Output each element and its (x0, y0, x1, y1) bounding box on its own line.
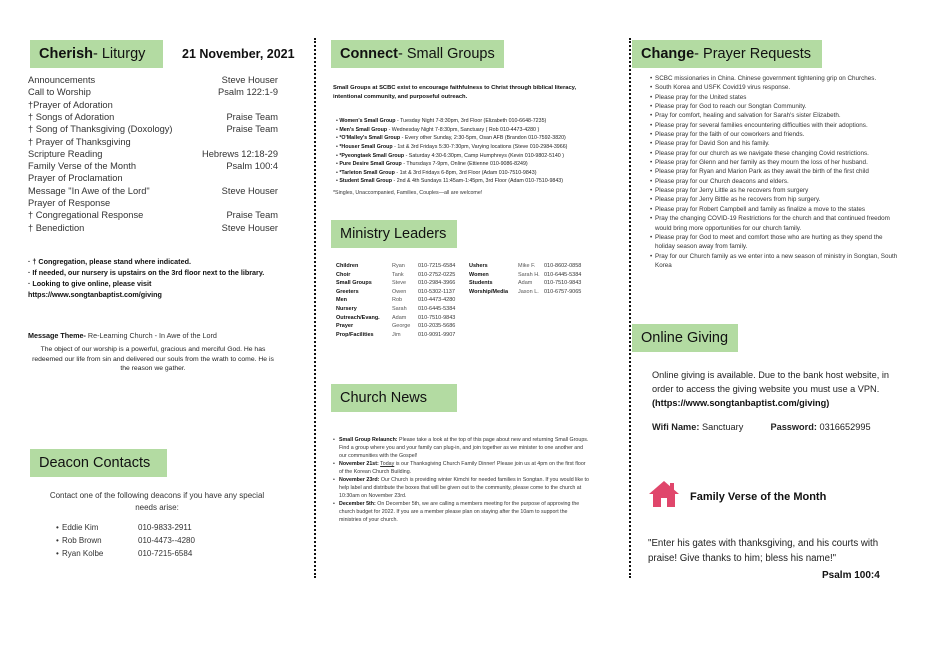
home-icon (648, 480, 680, 508)
ministry-heading: Ministry Leaders (331, 220, 457, 248)
news-item (333, 477, 589, 501)
prayer-item: • Please pray for God to reach our Songtan Community. (650, 102, 898, 111)
small-group-item (336, 117, 606, 126)
liturgy-heading (30, 40, 163, 68)
deacon-intro: Contact one of the following deacons if you have any special needs arise: (49, 491, 265, 512)
ministry-role: Prop/Facilities (336, 331, 374, 338)
wifi-password-label: Password: (770, 422, 817, 432)
small-group-item (336, 169, 606, 178)
ministry-leader-row (336, 296, 486, 305)
liturgy-item (28, 148, 278, 160)
ministry-leader-name: Tank (392, 271, 404, 278)
deacon-phone: 010-7215-6584 (138, 548, 193, 558)
news-item-title: November 23rd: (339, 476, 380, 483)
liturgy-item (28, 86, 278, 98)
news-item-emphasis: Today (380, 460, 395, 467)
prayer-item: • Please pray for Jerry Bittle as he recovers from hip surgery. (650, 195, 898, 204)
giving-url[interactable]: (https://www.songtanbaptist.com/giving) (652, 397, 830, 408)
ministry-leader-phone: 010-7510-9843 (418, 314, 456, 321)
liturgy-item-value: Hebrews 12:18-29 (202, 148, 278, 159)
small-groups-heading-bold: Connect (340, 46, 398, 62)
liturgy-item-value: Praise Team (226, 210, 278, 221)
liturgy-item-label: † Prayer of Thanksgiving (28, 136, 131, 147)
prayer-item: • Please pray for several families encountering difficulties with their adoptions. (650, 121, 898, 130)
liturgy-item-label: † Benediction (28, 222, 85, 233)
giving-heading: Online Giving (632, 324, 738, 352)
deacon-heading: Deacon Contacts (30, 449, 167, 477)
liturgy-item-value: Steve Houser (221, 75, 278, 85)
deacon-item (56, 548, 256, 561)
prayer-item: • Pray for comfort, healing and salvation for Sarah's sister Elizabeth. (650, 111, 898, 120)
small-group-detail: - Tuesday Night 7-8:30pm, 3rd Floor (Elizabeth 010-6648-7235) (395, 118, 547, 124)
liturgy-item-label: Announcements (28, 75, 96, 85)
news-item-body: Our Church is providing winter Kimchi for needed families in Songtan. If you would like to help label and distribute the boxes that will be given out to the community, please come to the church at 10:30am on November 23rd. (339, 476, 589, 499)
small-group-detail: - Thursdays 7-9pm, Online (Ettienne 010-9086-8249) (401, 161, 528, 168)
deacon-item (56, 522, 256, 535)
ministry-role: Students (469, 280, 493, 287)
ministry-leader-row (336, 314, 486, 323)
small-groups-heading (331, 40, 504, 68)
ministry-leader-name: Owen (392, 288, 407, 295)
news-item-body: On December 5th, we are calling a members meeting for the purpose of approving the church budget for 2022. If you are a member please plan on staying after the 10am to support the ministries of your church. (339, 500, 580, 523)
message-theme-value: Re-Learning Church - In Awe of the Lord (85, 331, 217, 340)
ministry-role: Outreach/Evang. (336, 314, 380, 321)
ministry-leader-name: Jason L. (518, 288, 539, 295)
small-group-item (336, 152, 606, 161)
liturgy-item-value: Praise Team (226, 124, 278, 135)
news-item (333, 501, 589, 525)
ministry-leader-name: Rob (392, 297, 403, 304)
small-groups-heading-rest: - Small Groups (398, 46, 495, 62)
deacon-phone: 010-4473--4280 (138, 535, 195, 545)
liturgy-heading-rest: - Liturgy (93, 46, 146, 62)
ministry-leader-row (336, 271, 486, 280)
deacon-name: • Rob Brown (62, 535, 102, 545)
news-item (333, 461, 589, 477)
ministry-leader-row (336, 279, 486, 288)
verse-text: "Enter his gates with thanksgiving, and his courts with praise! Give thanks to him; bless his name!" (648, 538, 879, 564)
liturgy-item (28, 111, 278, 123)
ministry-leader-phone: 010-6445-5384 (544, 271, 582, 278)
liturgy-item-label: †Prayer of Adoration (28, 99, 113, 110)
ministry-leader-name: Steve (392, 280, 407, 287)
ministry-leader-phone: 010-6445-5384 (418, 306, 456, 312)
ministry-role: Children (336, 263, 359, 269)
liturgy-item-value: Steve Houser (221, 222, 278, 233)
liturgy-item (28, 74, 278, 86)
liturgy-item-value: Psalm 122:1-9 (218, 87, 278, 98)
small-group-name: *Houser Small Group (339, 143, 393, 150)
small-group-detail: - 1st & 3rd Fridays 5:30-7:30pm, Varying locations (Steve 010-2984-3966) (392, 143, 568, 150)
ministry-leader-row (336, 305, 486, 314)
small-groups-note: *Singles, Unaccompanied, Families, Couples—all are welcome! (333, 190, 483, 196)
prayer-item: • Pray for our Church family as we enter into a new season of ministry in Songtan, South Korea (650, 252, 898, 271)
ministry-leader-name: George (392, 323, 411, 330)
deacon-item (56, 535, 256, 548)
ministry-leader-row (336, 322, 486, 331)
liturgy-item-label: † Song of Thanksgiving (Doxology) (28, 124, 173, 135)
ministry-leader-name: Sarah (392, 306, 407, 312)
prayer-item: • Please pray for David Son and his family. (650, 139, 898, 148)
liturgy-item (28, 172, 278, 184)
prayer-item: • Please pray for God to meet and comfort those who are hurting as they spend the holiday season away from family. (650, 233, 898, 252)
small-group-item (336, 160, 606, 169)
liturgy-item-label: Scripture Reading (28, 148, 103, 159)
small-groups-intro: Small Groups at SCBC exist to encourage faithfulness to Christ through biblical literacy, intentional community, and purposeful outreach. (333, 85, 577, 100)
prayer-item: • Please pray for the faith of our coworkers and friends. (650, 130, 898, 139)
liturgy-item (28, 123, 278, 135)
ministry-role: Ushers (469, 263, 488, 269)
liturgy-item (28, 209, 278, 221)
ministry-leader-phone: 010-9091-9907 (418, 331, 456, 338)
ministry-role: Prayer (336, 323, 354, 330)
note-giving-link[interactable]: https://www.songtanbaptist.com/giving (28, 290, 162, 299)
ministry-leader-phone: 010-2035-5686 (418, 323, 456, 330)
liturgy-item-label: Prayer of Proclamation (28, 173, 123, 184)
prayer-request-list (650, 74, 898, 270)
liturgy-item-label: Call to Worship (28, 87, 91, 98)
ministry-role: Small Groups (336, 280, 372, 287)
liturgy-item (28, 99, 278, 111)
ministry-leader-name: Jim (392, 331, 401, 338)
column-divider-left (314, 38, 316, 578)
ministry-leader-phone: 010-2984-3966 (418, 280, 456, 287)
small-group-detail: - Saturday 4:30-6:30pm, Camp Humphreys (Kevin 010-9802-5140 ) (404, 152, 564, 159)
ministry-leader-phone: 010-7215-6584 (418, 263, 456, 269)
prayer-heading-rest: - Prayer Requests (694, 46, 812, 62)
prayer-item: • Please pray for our Church deacons and elders. (650, 177, 898, 186)
prayer-item: • Please pray for Jerry Little as he recovers from surgery (650, 186, 898, 195)
small-group-item (336, 134, 606, 143)
message-theme-body: The object of our worship is a powerful, gracious and merciful God. He has redeemed our life from sin and delivered our souls from the wrath to come. He is the reason we gather. (32, 346, 274, 373)
liturgy-item (28, 136, 278, 148)
ministry-leader-name: Sarah H. (518, 271, 540, 278)
liturgy-item-label: † Songs of Adoration (28, 111, 115, 122)
liturgy-item (28, 197, 278, 209)
prayer-item: • Pray the changing COVID-19 Restrictions for the church and that continued freedom would bring more opportunities for our church family. (650, 214, 898, 233)
church-news-list (333, 437, 589, 524)
prayer-heading (632, 40, 822, 68)
ministry-role: Men (336, 297, 347, 304)
ministry-leader-phone: 010-5302-1137 (418, 288, 455, 295)
ministry-leader-row (469, 279, 619, 288)
verse-title: Family Verse of the Month (690, 491, 827, 503)
giving-description: Online giving is available. Due to the bank host website, in order to access the giving website you must use a VPN. (652, 370, 889, 394)
small-group-detail: - 2nd & 4th Sundays 11:45am-1:45pm, 3rd Floor (Adam 010-7510-9843) (392, 178, 563, 185)
wifi-name-value: Sanctuary (699, 422, 744, 432)
ministry-role: Greeters (336, 288, 359, 295)
wifi-credentials (652, 422, 912, 432)
ministry-leader-phone: 010-8602-0858 (544, 263, 582, 269)
ministry-leader-phone: 010-2752-0225 (418, 271, 456, 278)
verse-reference: Psalm 100:4 (822, 570, 880, 581)
ministry-leader-name: Mike F. (518, 263, 536, 269)
news-item-title: December 5th: (339, 500, 376, 507)
liturgy-item-label: † Congregational Response (28, 210, 144, 221)
liturgy-item-label: Message "In Awe of the Lord" (28, 185, 150, 196)
prayer-item: • Please pray for Ryan and Marion Park as they await the birth of the first child (650, 167, 898, 176)
service-notes (28, 256, 298, 300)
small-group-name: Student Small Group (339, 178, 393, 185)
ministry-role: Choir (336, 271, 351, 278)
news-item-body: Please take a look at the top of this page about new and returning Small Groups. Find a group where you and your family can plug-in, and join together as we minister to one another and our communities with the Gospel! (339, 437, 589, 459)
ministry-role: Women (469, 271, 489, 278)
liturgy-item (28, 222, 278, 234)
ministry-leader-name: Adam (518, 280, 533, 287)
small-group-item (336, 126, 606, 135)
small-group-name: Men's Small Group (339, 126, 388, 133)
note-stand: · † Congregation, please stand where indicated. (28, 257, 191, 266)
ministry-leader-phone: 010-7510-9843 (544, 280, 582, 287)
wifi-password-value: 0316652995 (816, 422, 871, 432)
deacon-name: • Ryan Kolbe (62, 548, 104, 558)
wifi-name-label: Wifi Name: (652, 422, 700, 432)
small-group-item (336, 177, 606, 186)
ministry-role: Worship/Media (469, 288, 509, 295)
service-date: 21 November, 2021 (182, 47, 295, 61)
prayer-item: • Please pray for Glenn and her family as they mourn the loss of her husband. (650, 158, 898, 167)
prayer-item: • South Korea and USFK Covid19 virus response. (650, 83, 898, 92)
small-group-item (336, 143, 606, 152)
small-group-detail: - 1st & 3rd Fridays 6-8pm, 3rd Floor (Adam 010-7510-9843) (394, 169, 537, 176)
ministry-leader-row (469, 288, 619, 297)
deacon-name: • Eddie Kim (62, 523, 99, 532)
prayer-heading-bold: Change (641, 46, 695, 62)
news-item-body: is our Thanksgiving Church Family Dinner! Please join us at 4pm on the first floor of the Korean Church Building. (339, 460, 586, 475)
small-group-detail: - Wednesday Night 7-8:30pm, Sanctuary ( Rob 010-4473-4280 ) (387, 126, 540, 133)
ministry-leader-phone: 010-6757-9065 (544, 288, 582, 295)
liturgy-item (28, 160, 278, 172)
note-nursery: · If needed, our nursery is upstairs on the 3rd floor next to the library. (28, 268, 265, 277)
ministry-leader-row (469, 262, 619, 271)
small-groups-list (336, 117, 606, 186)
liturgy-item (28, 185, 278, 197)
liturgy-item-label: Family Verse of the Month (28, 161, 136, 172)
column-divider-right (629, 38, 631, 578)
prayer-item: • SCBC missionaries in China. Chinese government tightening grip on Churches. (650, 74, 898, 83)
giving-text (652, 369, 904, 410)
small-group-name: *O'Malley's Small Group (339, 135, 401, 142)
news-item-title: November 21st: (339, 460, 379, 467)
ministry-leader-name: Adam (392, 314, 407, 321)
small-group-name: *Tarleton Small Group (339, 169, 395, 176)
note-giving: · Looking to give online, please visit (28, 279, 152, 288)
deacon-phone: 010-9833-2911 (138, 523, 192, 532)
ministry-leader-phone: 010-4473-4280 (418, 297, 456, 304)
small-group-name: *Pyeongtaek Small Group (339, 152, 405, 159)
liturgy-heading-bold: Cherish (39, 46, 93, 62)
small-group-detail: - Every other Sunday, 2:30-5pm, Osan AFB (Brandon 010-7592-3820) (400, 135, 566, 142)
ministry-leader-row (336, 262, 486, 271)
liturgy-item-value: Praise Team (226, 111, 278, 122)
ministry-role: Nursery (336, 306, 357, 312)
ministry-leader-name: Ryan (392, 263, 405, 269)
prayer-item: • Please pray for the United states (650, 93, 898, 102)
small-group-name: Pure Desire Small Group (339, 161, 402, 168)
liturgy-item-value: Psalm 100:4 (226, 161, 278, 172)
liturgy-item-label: Prayer of Response (28, 198, 111, 208)
message-theme-label: Message Theme- (28, 331, 86, 340)
news-heading: Church News (331, 384, 457, 412)
liturgy-item-value: Steve Houser (221, 185, 278, 196)
ministry-leader-row (336, 288, 486, 297)
prayer-item: • Please pray for Robert Campbell and family as finalize a move to the states (650, 205, 898, 214)
prayer-item: • Please pray for our church as we navigate these changing Covid restrictions. (650, 149, 898, 158)
ministry-leader-row (469, 271, 619, 280)
news-item-title: Small Group Relaunch: (339, 437, 398, 443)
news-item (333, 437, 589, 461)
ministry-leader-row (336, 331, 486, 340)
small-group-name: Women's Small Group (339, 118, 396, 124)
message-theme (28, 331, 278, 340)
